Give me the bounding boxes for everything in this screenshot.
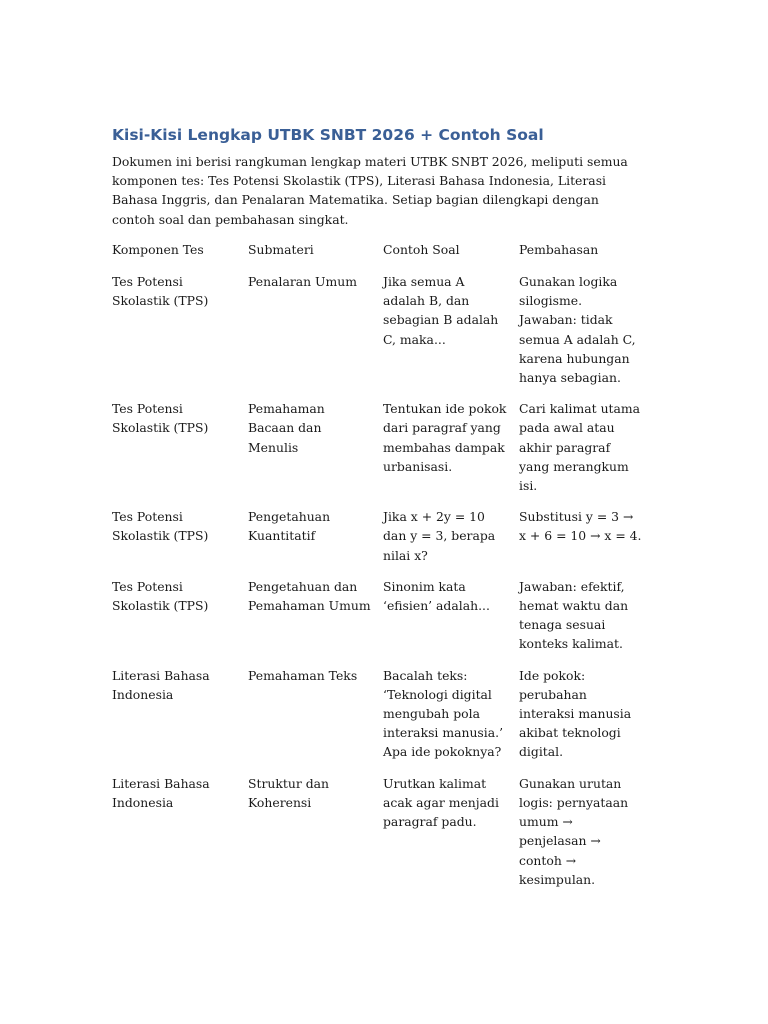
document-page [112, 124, 657, 901]
cell-komponen: Literasi Bahasa Indonesia [112, 775, 210, 810]
document-title: Kisi-Kisi Lengkap UTBK SNBT 2026 + Contoh Soal [112, 126, 544, 144]
cell-submateri: Pengetahuan Kuantitatif [248, 509, 331, 544]
header-submateri: Submateri [248, 241, 314, 257]
cell-komponen: Tes Potensi Skolastik (TPS) [112, 578, 209, 614]
cell-submateri: Struktur dan Koherensi [248, 775, 329, 810]
header-contoh-soal: Contoh Soal [383, 241, 460, 257]
cell-contoh-soal: Sinonim kata ‘efisien’ adalah... [383, 578, 490, 614]
cell-submateri: Pemahaman Bacaan dan Menulis [248, 401, 325, 455]
table-row [112, 399, 652, 507]
cell-pembahasan: Jawaban: efektif, hemat waktu dan tenaga sesuai konteks kalimat. [519, 578, 629, 652]
cell-pembahasan: Cari kalimat utama pada awal atau akhir paragraf yang merangkum isi. [519, 401, 641, 494]
cell-komponen: Tes Potensi Skolastik (TPS) [112, 509, 209, 544]
kisi-kisi-table [112, 240, 652, 901]
table-row [112, 272, 652, 399]
cell-contoh-soal: Bacalah teks: ‘Teknologi digital mengubah pola interaksi manusia.’ Apa ide pokoknya? [383, 667, 504, 760]
header-pembahasan: Pembahasan [519, 241, 599, 257]
cell-komponen: Literasi Bahasa Indonesia [112, 667, 210, 702]
cell-komponen: Tes Potensi Skolastik (TPS) [112, 274, 209, 309]
cell-pembahasan: Gunakan urutan logis: pernyataan umum → penjelasan → contoh → kesimpulan. [519, 775, 629, 887]
table-row [112, 666, 652, 774]
cell-pembahasan: Gunakan logika silogisme. Jawaban: tidak semua A adalah C, karena hubungan hanya sebagian. [519, 274, 636, 386]
cell-submateri: Pemahaman Teks [248, 667, 358, 683]
table-header-row [112, 240, 652, 272]
cell-submateri: Pengetahuan dan Pemahaman Umum [248, 578, 371, 614]
cell-pembahasan: Ide pokok: perubahan interaksi manusia akibat teknologi digital. [519, 667, 632, 760]
cell-pembahasan: Substitusi y = 3 → x + 6 = 10 → x = 4. [519, 509, 642, 544]
table-row [112, 577, 652, 666]
cell-contoh-soal: Jika x + 2y = 10 dan y = 3, berapa nilai x? [383, 509, 496, 563]
table-row [112, 774, 652, 901]
cell-submateri: Penalaran Umum [248, 274, 357, 290]
cell-komponen: Tes Potensi Skolastik (TPS) [112, 401, 209, 436]
cell-contoh-soal: Tentukan ide pokok dari paragraf yang membahas dampak urbanisasi. [383, 401, 507, 474]
cell-contoh-soal: Urutkan kalimat acak agar menjadi paragraf padu. [383, 775, 499, 830]
cell-contoh-soal: Jika semua A adalah B, dan sebagian B adalah C, maka... [383, 274, 499, 347]
table-row [112, 507, 652, 577]
intro-paragraph: Dokumen ini berisi rangkuman lengkap materi UTBK SNBT 2026, meliputi semua komponen tes: Tes Potensi Skolastik (TPS), Literasi Bahasa Indonesia, Literasi Bahasa Inggris, dan Penalaran Matematika. Setiap bagian dilengkapi dengan contoh soal dan pembahasan singkat. [112, 154, 628, 227]
header-komponen-tes: Komponen Tes [112, 241, 204, 257]
